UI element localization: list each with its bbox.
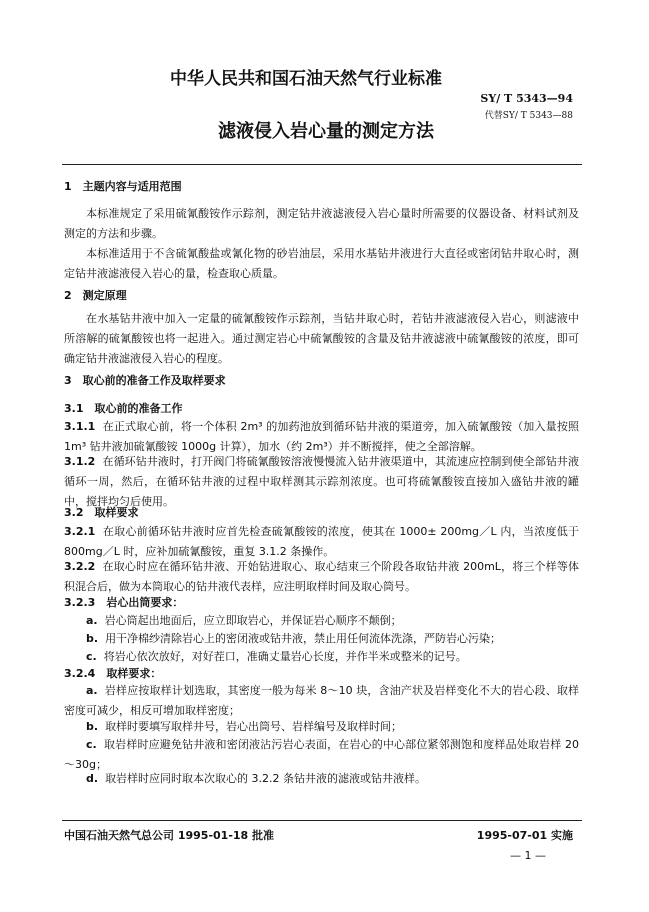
section-2-paragraph: 在水基钻井液中加入一定量的硫氰酸铵作示踪剂，当钻井取心时，若钻井液滤液侵入岩心，则滤液中所溶解的硫氰酸铵也将一起进入。通过测定岩心中硫氰酸铵的含量及钻井液滤液中硫氰酸铵的浓度，即可确定钻井液滤液侵入岩心的程度。 xyxy=(64,312,579,365)
item-label: b. xyxy=(86,720,99,733)
item-text: 用干净棉纱清除岩心上的密闭液或钻井液，禁止用任何流体洗涤，严防岩心污染； xyxy=(105,632,502,645)
section-1-paragraph-1: 本标准规定了采用硫氰酸铵作示踪剂，测定钻井液滤液侵入岩心量时所需要的仪器设备、材料试剂及测定的方法和步骤。 xyxy=(64,207,579,240)
clause-3-2-3-title: 3.2.3 岩心出筒要求： xyxy=(64,596,184,609)
item-text: 取岩样时应避免钻井液和密闭液沾污岩心表面，在岩心的中心部位紧邻测饱和度样品处取岩样 20～30g； xyxy=(64,738,579,771)
clause-3-2-2 xyxy=(64,557,579,597)
document-title: 滤液侵入岩心量的测定方法 xyxy=(218,121,434,142)
item-label: a. xyxy=(86,614,98,627)
clause-3-1-2-text: 在循环钻井液时，打开阀门将硫氰酸铵溶液慢慢流入钻井液渠道中，其流速应控制到使全部钻井液循环一周，然后，在循环钻井液的过程中取样测其示踪剂浓度。也可将硫氰酸铵直接加入盛钻井液的罐中，搅拌均匀后使用。 xyxy=(64,455,580,508)
footer-divider xyxy=(62,820,582,821)
section-3-1-title: 3.1 取心前的准备工作 xyxy=(64,402,183,415)
item-text: 将岩心依次放好，对好茬口，准确丈量岩心长度，并作半米或整米的记号。 xyxy=(103,650,467,663)
clause-3-2-3-item xyxy=(86,614,402,628)
section-1-title: 1 主题内容与适用范围 xyxy=(64,180,182,193)
page-number: — 1 — xyxy=(510,849,546,862)
clause-3-1-1-number: 3.1.1 xyxy=(64,420,96,433)
clause-3-2-4-title: 3.2.4 取样要求： xyxy=(64,667,162,680)
standard-code: SY/ T 5343—94 xyxy=(480,92,573,105)
replaces-code: 代替SY/ T 5343—88 xyxy=(484,111,573,121)
item-text: 取岩样时应同时取本次取心的 3.2.2 条钻井液的滤液或钻井液样。 xyxy=(105,772,427,785)
clause-3-2-1-text: 在取心前循环钻井液时应首先检查硫氰酸铵的浓度，使其在 1000± 200mg／L 内，当浓度低于 800mg／L 时，应补加硫氰酸铵，重复 3.1.2 条操作。 xyxy=(64,525,579,558)
item-label: d. xyxy=(86,772,99,785)
item-label: b. xyxy=(86,632,99,645)
effective-date: 1995-07-01 实施 xyxy=(476,829,573,842)
header-divider xyxy=(62,164,582,165)
item-text: 取样时要填写取样井号，岩心出筒号、岩样编号及取样时间； xyxy=(105,720,403,733)
item-text: 岩心筒起出地面后，应立即取岩心，并保证岩心顺序不颠倒； xyxy=(104,614,402,627)
clause-3-1-1 xyxy=(64,417,579,457)
clause-3-2-1 xyxy=(64,522,579,562)
section-3-2-title: 3.2 取样要求 xyxy=(64,506,139,519)
clause-3-2-4-item-b xyxy=(86,720,402,734)
section-1-paragraph-2: 本标准适用于不含硫氰酸盐或氰化物的砂岩油层，采用水基钻井液进行大直径或密闭钻井取心时，测定钻井液滤液侵入岩心的量，检查取心质量。 xyxy=(64,247,579,280)
clause-3-2-1-number: 3.2.1 xyxy=(64,525,96,538)
section-2-title: 2 测定原理 xyxy=(64,289,127,302)
clause-3-1-2-number: 3.1.2 xyxy=(64,455,96,468)
clause-3-1-1-text: 在正式取心前，将一个体积 2m³ 的加药池放到循环钻井液的渠道旁，加入硫氰酸铵（加入量按照 1m³ 钻井液加硫氰酸铵 1000g 计算），加水（约 2m³）并不断搅拌，使之全部溶解。 xyxy=(64,420,579,453)
clause-3-2-4-item-d xyxy=(86,772,426,786)
section-3-title: 3 取心前的准备工作及取样要求 xyxy=(64,374,226,387)
clause-3-2-2-number: 3.2.2 xyxy=(64,560,96,573)
item-text: 岩样应按取样计划选取，其密度一般为每米 8～10 块，含油产状及岩样变化不大的岩心段、取样密度可减少，相反可增加取样密度； xyxy=(64,684,579,717)
item-label: c. xyxy=(86,650,97,663)
item-label: a. xyxy=(86,684,98,697)
clause-3-2-4-item-c xyxy=(64,735,579,775)
item-label: c. xyxy=(86,738,97,751)
clause-3-2-3-item xyxy=(86,650,467,664)
approval-statement: 中国石油天然气总公司 1995-01-18 批准 xyxy=(64,829,275,842)
clause-3-1-2 xyxy=(64,452,579,512)
clause-3-2-3-item xyxy=(86,632,501,646)
clause-3-2-4-item-a xyxy=(64,681,579,721)
standard-category: 中华人民共和国石油天然气行业标准 xyxy=(170,69,442,89)
clause-3-2-2-text: 在取心时应在循环钻井液、开始钻进取心、取心结束三个阶段各取钻井液 200mL，将三个样等体积混合后，做为本筒取心的钻井液代表样，应注明取样时间及取心筒号。 xyxy=(64,560,579,593)
